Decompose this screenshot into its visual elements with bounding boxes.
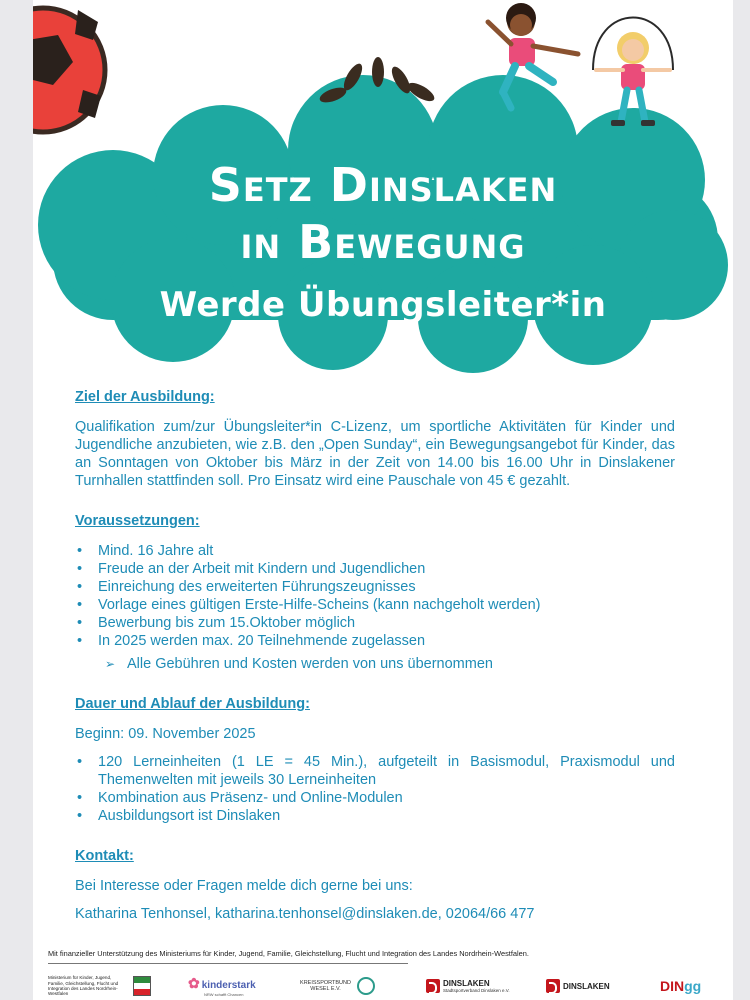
list-item: • 120 Lerneinheiten (1 LE = 45 Min.), aufgeteilt in Basismodul, Praxismodul und Themenwelten mit jeweils 30 Lerneinheiten [75,753,675,789]
list-item: • Mind. 16 Jahre alt [75,542,675,560]
list-item: • Kombination aus Präsenz- und Online-Modulen [75,789,675,807]
nrw-crest-icon [133,972,151,1000]
heading-dauer: Dauer und Ablauf der Ausbildung: [75,696,310,712]
contact-intro: Bei Interesse oder Fragen melde dich gerne bei uns: [75,878,413,894]
dingg-logo-part-b: gg [684,978,702,994]
ziel-text: Qualifikation zum/zur Übungsleiter*in C-Lizenz, um sportliche Aktivitäten für Kinder und Jugendliche anzubieten, wie z.B. den „Open Sunday“, ein Bewegungsangebot für Kinder, das an Sonntagen von Oktober bis März in der Zeit von 14.00 bis 16.00 Uhr in Dinslakener Turnhallen stattfinden soll. Pro Einsatz wird eine Pauschale von 45 € gezahlt. [75,419,675,489]
sponsor-logos [48,972,718,1000]
main-content [75,388,675,945]
subtitle: Werde Übungsleiter*in [159,285,607,325]
list-item: • Einreichung des erweiterten Führungszeugnisses [75,578,675,596]
dinslaken-city-logo-text: DINSLAKEN [563,981,610,991]
section-kontakt [75,847,675,923]
ministry-logo [48,972,120,1000]
kreissportbund-logo-text: KREISSPORTBUND WESEL E.V. [300,980,351,992]
list-item: • In 2025 werden max. 20 Teilnehmende zugelassen [75,632,675,650]
dinslaken-mark-icon [546,979,560,993]
requirements-list [75,542,675,650]
list-item: • Bewerbung bis zum 15.Oktober möglich [75,614,675,632]
dingg-logo [660,972,701,1000]
contact-details: Katharina Tenhonsel, katharina.tenhonsel@dinslaken.de, 02064/66 477 [75,906,535,922]
kinderstark-logo-text: kinderstark [201,980,256,991]
kinderstark-tagline: NRW schafft Chancen [204,992,244,997]
stadtsportverband-logo-subtext: Stadtsportverband Dinslaken e.V. [443,988,510,993]
soccer-ball-icon [33,8,105,132]
list-item: • Freude an der Arbeit mit Kindern und Jugendlichen [75,560,675,578]
kinderstark-logo [188,972,256,1000]
costs-note: ➢ Alle Gebühren und Kosten werden von uns übernommen [75,655,675,673]
kinderstark-flower-icon: ✿ [188,975,200,991]
title-line-1: Setz Dinslaken [208,158,558,212]
kreissportbund-emblem-icon [357,977,375,995]
dinslaken-mark-icon [426,979,440,993]
funding-note: Mit finanzieller Unterstützung des Ministeriums für Kinder, Jugend, Familie, Gleichstellung, Flucht und Integration des Landes Nordrhein-Westfalen. [48,949,529,958]
ministry-logo-text: Ministerium für Kinder, Jugend, Familie, Gleichstellung, Flucht und Integration des Landes Nordrhein-Westfalen [48,975,119,997]
dingg-logo-part-a: DIN [660,978,685,994]
footer-divider [48,963,408,964]
list-item: • Vorlage eines gültigen Erste-Hilfe-Scheins (kann nachgeholt werden) [75,596,675,614]
heading-kontakt: Kontakt: [75,848,134,864]
flyer-page [33,0,733,1000]
heading-ziel: Ziel der Ausbildung: [75,389,215,405]
heading-voraussetzungen: Voraussetzungen: [75,513,200,529]
course-list [75,753,675,825]
start-date: Beginn: 09. November 2025 [75,726,256,742]
kreissportbund-logo [298,972,375,1000]
list-item: • Ausbildungsort ist Dinslaken [75,807,675,825]
section-dauer [75,695,675,825]
title-line-2: in Bewegung [240,215,526,269]
stadtsportverband-logo-text: DINSLAKEN [443,979,490,988]
section-ziel [75,388,675,490]
stadtsportverband-logo [426,972,510,1000]
dinslaken-city-logo [546,972,610,1000]
section-voraussetzungen [75,512,675,673]
